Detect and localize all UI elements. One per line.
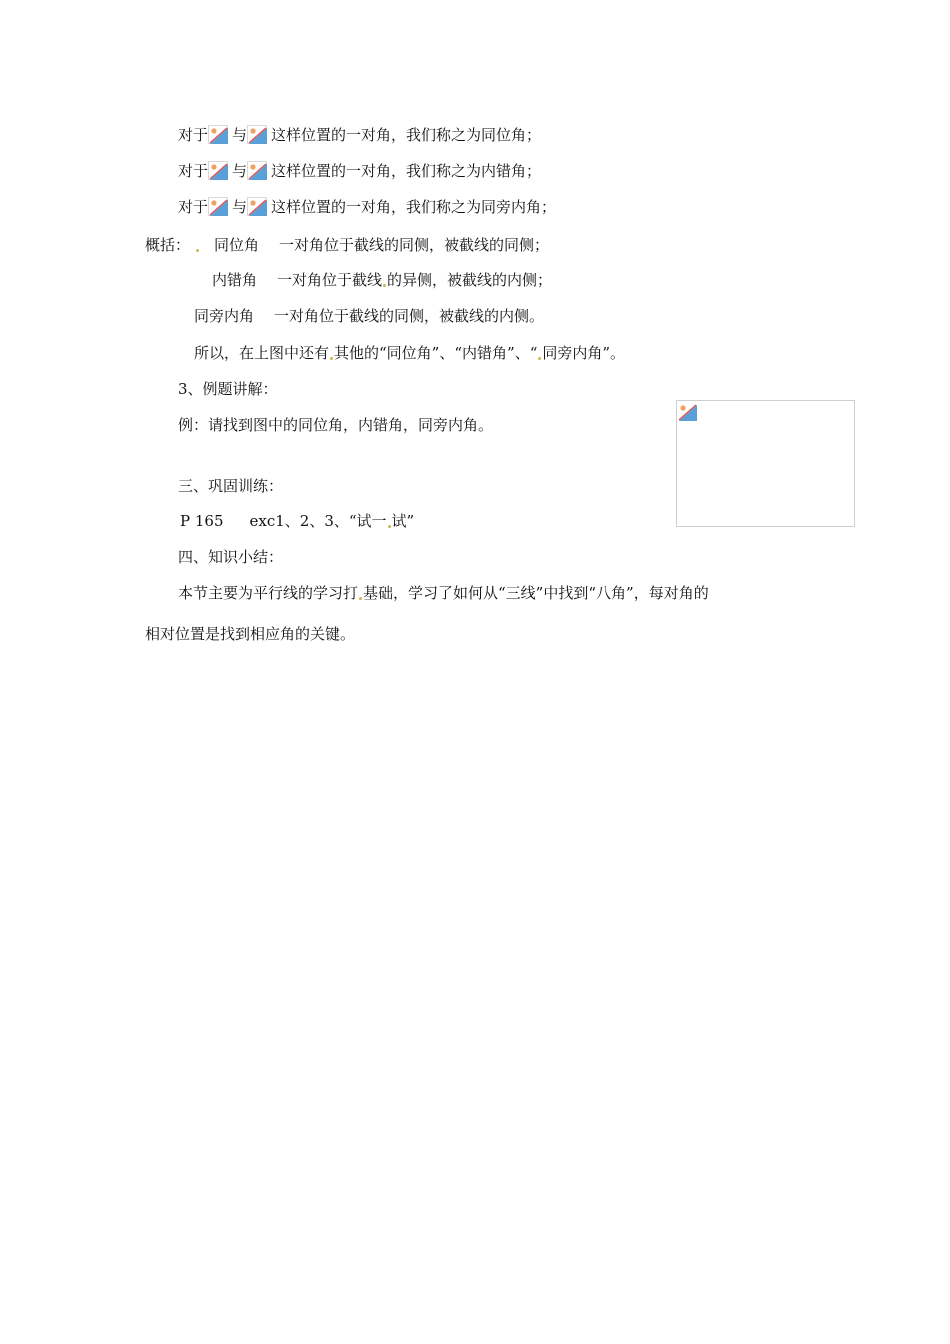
summary-corresponding [145, 235, 549, 255]
text: 基础，学习了如何从“三线”中找到“八角”，每对角的 [363, 584, 709, 602]
figure-frame [676, 400, 855, 527]
definition-alternate-interior-angles [178, 161, 541, 181]
revision-mark [330, 357, 333, 360]
text: 本节主要为平行线的学习打 [178, 584, 359, 602]
revision-mark [359, 597, 362, 600]
broken-image-icon [678, 403, 698, 422]
term: 同旁内角 [194, 307, 255, 325]
broken-image-icon [208, 197, 228, 216]
definition-corresponding-angles [178, 125, 541, 145]
revision-mark [538, 357, 541, 360]
text-pre: 对于 [178, 198, 209, 216]
broken-image-icon [208, 161, 228, 180]
term: 同位角 [214, 236, 260, 254]
so-paragraph [194, 343, 625, 363]
practice-text [180, 511, 414, 531]
text-pre: 对于 [178, 162, 209, 180]
text-mid: 与 [232, 198, 248, 216]
broken-image-icon [208, 125, 228, 144]
broken-image-icon [247, 197, 267, 216]
text-mid: 与 [232, 162, 248, 180]
text: P 165 [180, 512, 224, 530]
text: 所以，在上图中还有 [194, 344, 330, 362]
desc: 一对角位于截线的同侧，被截线的内侧。 [274, 307, 545, 325]
text-pre: 对于 [178, 126, 209, 144]
text: 3、例题讲解： [178, 380, 278, 398]
text: 同旁内角”。 [542, 344, 626, 362]
example-text [178, 415, 493, 435]
term: 内错角 [212, 271, 258, 289]
text: exc1、2、3、“试一 [249, 512, 387, 530]
revision-mark [196, 249, 199, 252]
broken-image-icon [247, 161, 267, 180]
desc: 的异侧，被截线的内侧； [387, 271, 553, 289]
text: 例：请找到图中的同位角，内错角，同旁内角。 [178, 416, 494, 434]
text-post: 这样位置的一对角，我们称之为同位角； [271, 126, 542, 144]
summary-alternate [212, 270, 552, 290]
section-summary-heading [178, 547, 283, 567]
text: 相对位置是找到相应角的关键。 [145, 625, 356, 643]
text: 试” [391, 512, 415, 530]
text-post: 这样位置的一对角，我们称之为同旁内角； [271, 198, 557, 216]
desc: 一对角位于截线 [277, 271, 383, 289]
summary-label: 概括： [145, 236, 191, 254]
revision-mark [383, 284, 386, 287]
text-post: 这样位置的一对角，我们称之为内错角； [271, 162, 542, 180]
text: 三、巩固训练： [178, 477, 284, 495]
text: 其他的“同位角”、“内错角”、“ [334, 344, 538, 362]
section-example-heading [178, 379, 278, 399]
desc: 一对角位于截线的同侧，被截线的同侧； [279, 236, 550, 254]
revision-mark [388, 525, 391, 528]
conclusion-line-2 [145, 624, 355, 644]
text-mid: 与 [232, 126, 248, 144]
section-practice-heading [178, 476, 283, 496]
conclusion-line-1 [178, 583, 709, 603]
broken-image-icon [247, 125, 267, 144]
text: 四、知识小结： [178, 548, 284, 566]
summary-same-side [194, 306, 544, 326]
definition-same-side-interior-angles [178, 197, 556, 217]
